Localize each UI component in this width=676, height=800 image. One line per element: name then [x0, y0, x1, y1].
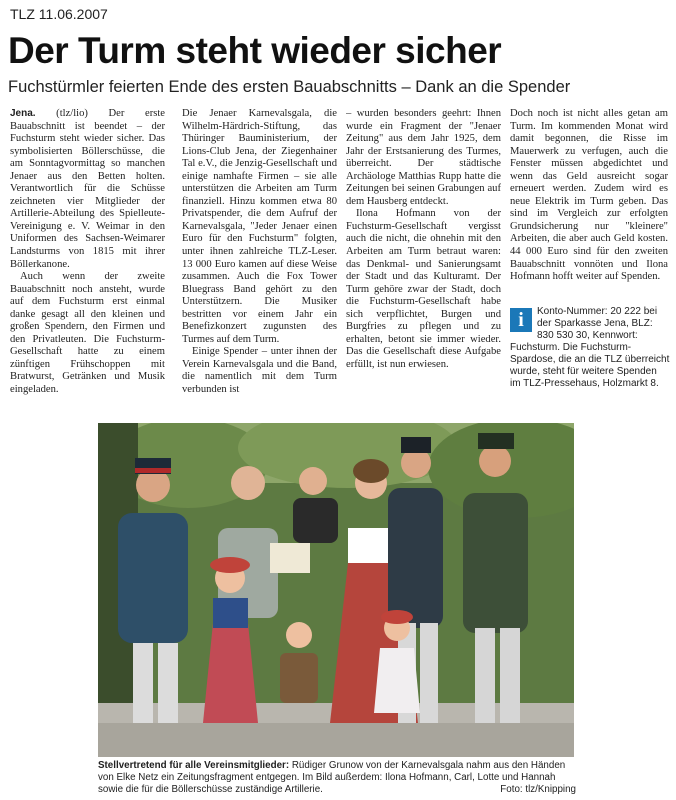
article-column-4: [510, 108, 668, 304]
source-date: TLZ 11.06.2007: [10, 6, 108, 22]
paragraph: (tlz/lio) Der erste Bauabschnitt ist beendet – der Fuchsturm steht wieder sicher. Das symbolisierten Böllerschüsse, die am Sonntagvormittag so manchen Jenaer aus den Betten holten. Verantwortlich für die Schüsse zeichneten vier Mitglieder der Artillerie-Abteilung des Spielleute-Vereinigung e. V. Weimar in den Uniformen des Sachsen-Weimarer Landsturms von 1815 mit ihrer Böllerkanone.: [10, 108, 165, 270]
caption-text: Rüdiger Grunow von der Karnevalsgala nahm aus den Händen von Elke Netz ein Zeitungsfragment entgegen. Im Bild außerdem: Ilona Hofmann, Carl, Lotte und Hannah sowie die für die Böllerschüsse zuständige Artillerie.: [98, 760, 566, 795]
paragraph: Einige Spender – unter ihnen der Verein Karnevalsgala und die Band, die namentlich mit dem Turm verbunden ist: [182, 346, 337, 396]
donation-info-text: Konto-Nummer: 20 222 bei der Sparkasse Jena, BLZ: 830 530 30, Kennwort: Fuchsturm. Die Fuchsturm-Spardose, die an die TLZ überreicht wurde, steht für weitere Spenden im TLZ-Pressehaus, Holzmarkt 8.: [510, 306, 670, 389]
caption-label: Stellvertretend für alle Vereinsmitglieder:: [98, 760, 290, 771]
photo-credit: Foto: tlz/Knipping: [500, 784, 576, 795]
photo-caption: [98, 760, 576, 796]
paragraph: Die Jenaer Karnevalsgala, die Wilhelm-Härdrich-Stiftung, das Thüringer Bauministerium, der Lions-Club Jena, der Ziegenhainer Tal e.V., die Jenzig-Gesellschaft und einige namhafte Firmen – sie alle unterstützen die Arbeiten am Turm finanziell. Hinzu kommen etwa 80 Privatspender, die dem Aufruf der Karnevalsgala, "Jeder Jenaer einen Euro für den Fuchsturm" folgten, unter ihnen zahlreiche TLZ-Leser. 13 000 Euro kamen auf diese Weise zusammen. Auch die Fox Tower Bluegrass Band gehört zu den Unterstützern. Die Musiker bestritten vor einem Jahr ein Benefizkonzert zugunsten des Turmes auf dem Turm.: [182, 108, 337, 345]
article-column-1: [10, 108, 165, 420]
dateline: Jena.: [10, 108, 36, 119]
article-column-2: [182, 108, 337, 420]
group-photo: [98, 423, 574, 757]
paragraph: Doch noch ist nicht alles getan am Turm. Im kommenden Monat wird damit begonnen, die Risse im Mauerwerk zu verfugen, auch die Fenster müssen abgedichtet und wenn das Geld ausreicht sogar erneuert werden. Zudem wird es neue Elektrik im Turm geben. Das sind im Vergleich zur erfolgten Grundsicherung nur "kleinere" Arbeiten, die aber auch Geld kosten. 44 000 Euro sind für den zweiten Bauabschnitt vonnöten und Ilona Hofmann hofft weiter auf Spenden.: [510, 108, 668, 283]
paragraph: Ilona Hofmann von der Fuchsturm-Gesellschaft vergisst auch die nicht, die ohnehin mit den Arbeiten am Turm betraut waren: das Denkmal- und Sanierungsamt der Stadt und das Kulturamt. Der Turm gehöre zwar der Stadt, doch die Fuchsturm-Gesellschaft habe sich verpflichtet, Burgen und Burgfries zu pflegen und zu erhalten, betont sie immer wieder. Das die Gesellschaft diese Aufgabe erfüllt, ist nun erwiesen.: [346, 208, 501, 370]
donation-info-box: [510, 306, 670, 390]
group-photo-illustration: [98, 423, 574, 757]
subheadline: Fuchstürmler feierten Ende des ersten Bauabschnitts – Dank an die Spender: [8, 78, 571, 96]
paragraph: – wurden besonders geehrt: Ihnen wurde ein Fragment der "Jenaer Zeitung" aus dem Jahr 1925, dem Jahr der Erstsanierung des Turmes, überreicht. Der städtische Archäologe Matthias Rupp hatte die Zeitungen bei seinen Grabungen auf dem Hausberg entdeckt.: [346, 108, 501, 207]
paragraph: Auch wenn der zweite Bauabschnitt noch ansteht, wurde auf dem Fuchsturm erst einmal danke gesagt all den kleinen und großen Spendern, den Firmen und den Privatleuten. Die Fuchsturm-Gesellschaft hatte zu einem zünftigen Frühschoppen mit Bratwurst, Getränken und Musik eingeladen.: [10, 271, 165, 396]
article-column-3: [346, 108, 501, 420]
headline: Der Turm steht wieder sicher: [8, 30, 502, 71]
info-icon: i: [510, 308, 532, 332]
